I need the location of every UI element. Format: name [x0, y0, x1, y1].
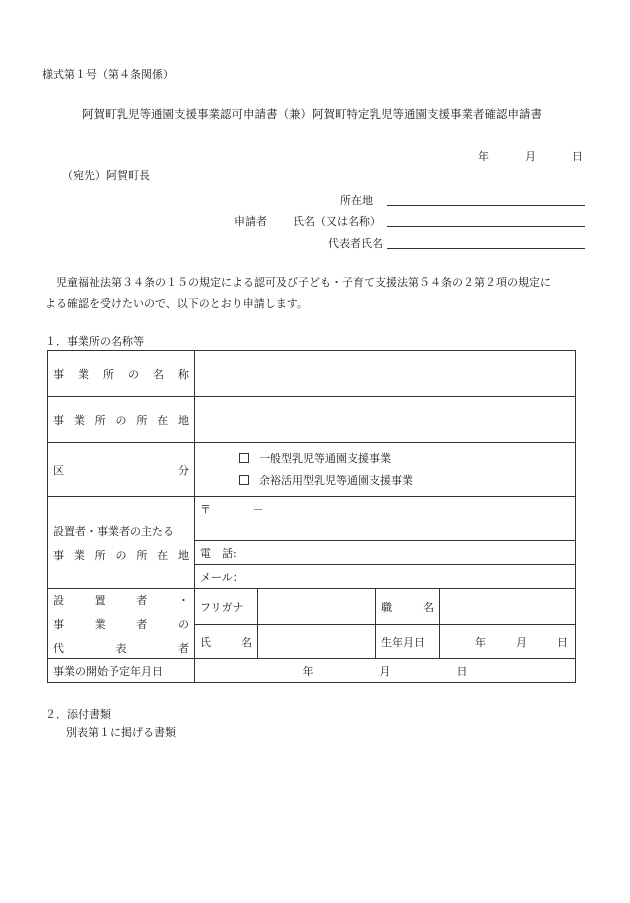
applicant-address-field[interactable] — [387, 205, 585, 206]
page-title: 阿賀町乳児等通園支援事業認可申請書（兼）阿賀町特定乳児等通園支援事業者確認申請書 — [82, 107, 542, 121]
date-day-label: 日 — [572, 150, 583, 163]
applicant-rep-field[interactable] — [387, 248, 585, 249]
office-name-label: 事 業 所 の 名 称 — [48, 351, 195, 397]
dob-field[interactable]: 年 月 日 — [440, 625, 576, 659]
checkbox-general[interactable] — [239, 453, 249, 463]
date-month-label: 月 — [525, 150, 536, 163]
checkbox-surplus[interactable] — [239, 475, 249, 485]
section1-heading: １．事業所の名称等 — [45, 335, 144, 348]
office-info-table — [47, 350, 576, 683]
applicant-name-field[interactable] — [387, 226, 585, 227]
start-date-label: 事業の開始予定年月日 — [48, 659, 195, 683]
category-label: 区 分 — [48, 443, 195, 497]
submission-date — [463, 148, 583, 164]
mail-field[interactable] — [195, 565, 576, 589]
main-office-label: 設置者・事業者の主たる 事 業 所 の 所 在 地 — [48, 497, 195, 589]
dob-label: 生年月日 — [376, 625, 440, 659]
representative-label: 設 置 者 ・ 事 業 者 の 代 表 者 — [48, 589, 195, 659]
category-options — [195, 443, 576, 497]
category-option-surplus[interactable]: 余裕活用型乳児等通園支援事業 — [239, 470, 570, 492]
table-row — [48, 397, 576, 443]
applicant-section-label: 申請者 — [234, 215, 267, 228]
table-row — [48, 589, 576, 625]
addressee: （宛先）阿賀町長 — [62, 169, 150, 182]
rep-name-field[interactable] — [258, 625, 376, 659]
section2-text: 別表第１に掲げる書類 — [66, 726, 176, 739]
table-row — [48, 443, 576, 497]
office-address-label: 事 業 所 の 所 在 地 — [48, 397, 195, 443]
table-row — [48, 497, 576, 541]
start-date-field[interactable]: 年 月 日 — [195, 659, 576, 683]
phone-field[interactable] — [195, 541, 576, 565]
furigana-field[interactable] — [258, 589, 376, 625]
main-office-address-field[interactable] — [195, 497, 576, 541]
applicant-name-label: 氏名（又は名称） — [293, 215, 381, 228]
category-option-general[interactable]: 一般型乳児等通園支援事業 — [239, 448, 570, 470]
table-row — [48, 351, 576, 397]
body-text-line1: 児童福祉法第３４条の１５の規定による認可及び子ども・子育て支援法第５４条の２第２項の規定に — [56, 276, 551, 289]
mail-label: メール： — [200, 570, 244, 584]
form-number: 様式第１号（第４条関係） — [42, 68, 174, 81]
office-address-field[interactable] — [195, 397, 576, 443]
position-field[interactable] — [440, 589, 576, 625]
table-row — [48, 659, 576, 683]
applicant-address-label: 所在地 — [340, 194, 373, 207]
postal-dash: － — [252, 503, 264, 516]
phone-label: 電 話: — [200, 546, 237, 560]
office-name-field[interactable] — [195, 351, 576, 397]
furigana-label: フリガナ — [195, 589, 258, 625]
section2-heading: ２．添付書類 — [45, 708, 111, 721]
rep-name-label: 氏 名 — [195, 625, 258, 659]
date-year-label: 年 — [478, 150, 489, 163]
applicant-rep-label: 代表者氏名 — [328, 237, 383, 250]
position-label: 職 名 — [376, 589, 440, 625]
body-text-line2: よる確認を受けたいので、以下のとおり申請します。 — [45, 297, 308, 310]
postal-mark: 〒 — [200, 503, 211, 516]
